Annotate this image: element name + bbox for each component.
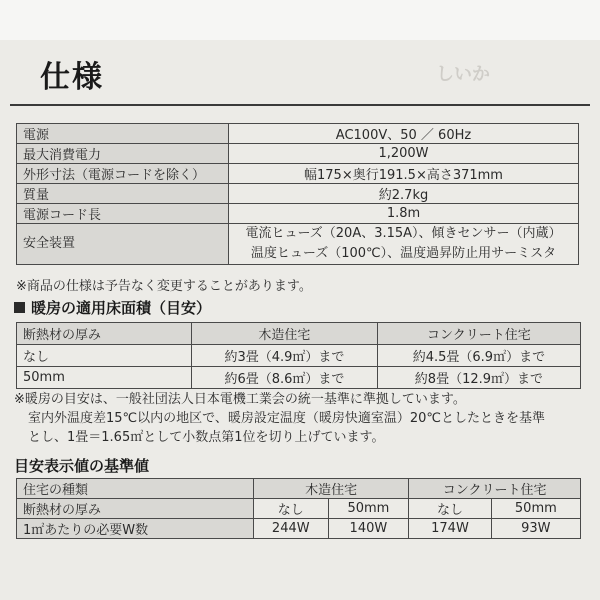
table-header-row [17, 479, 581, 499]
spec-value: 幅175×奥行191.5×高さ371mm [229, 164, 579, 184]
table-cell: なし [409, 499, 491, 519]
spec-value-line: 温度ヒューズ（100℃）、温度過昇防止用サーミスタ [250, 246, 557, 261]
spec-table [16, 123, 579, 265]
area-notes [14, 390, 545, 447]
page-title: 仕様 [40, 60, 104, 95]
table-cell: なし [17, 345, 192, 367]
bleed-through-text: しいか [436, 64, 490, 85]
table-header-row [17, 323, 581, 345]
spec-row [17, 164, 579, 184]
table-cell: 50mm [17, 367, 192, 389]
spec-label: 質量 [17, 184, 229, 204]
title-divider [10, 104, 590, 106]
note-line: 室内外温度差15℃以内の地区で、暖房設定温度（暖房快適室温）20℃としたときを基準 [28, 411, 546, 426]
table-cell: 約6畳（8.6㎡）まで [192, 367, 378, 389]
table-cell: 140W [328, 519, 409, 539]
table-cell: 50mm [491, 499, 580, 519]
table-row [17, 345, 581, 367]
header-cell: 住宅の種類 [17, 479, 254, 499]
spec-row [17, 224, 579, 265]
table-row [17, 519, 581, 539]
spec-value: 1.8m [229, 204, 579, 224]
header-cell: コンクリート住宅 [409, 479, 581, 499]
table-cell: 93W [491, 519, 580, 539]
header-cell: 木造住宅 [254, 479, 409, 499]
spec-row [17, 124, 579, 144]
row-label: 1㎡あたりの必要W数 [17, 519, 254, 539]
square-bullet-icon [14, 302, 25, 313]
reference-heading: 目安表示値の基準値 [14, 457, 150, 475]
table-cell: 約8畳（12.9㎡）まで [377, 367, 580, 389]
area-heading-text: 暖房の適用床面積（目安） [31, 299, 212, 317]
header-cell: 木造住宅 [192, 323, 378, 345]
header-cell: 断熱材の厚み [17, 323, 192, 345]
spec-value [229, 224, 579, 265]
spec-label: 最大消費電力 [17, 144, 229, 164]
spec-value: 1,200W [229, 144, 579, 164]
spec-label: 電源 [17, 124, 229, 144]
area-table [16, 322, 581, 389]
reference-table [16, 478, 581, 539]
row-label: 断熱材の厚み [17, 499, 254, 519]
table-cell: 174W [409, 519, 491, 539]
spec-label: 電源コード長 [17, 204, 229, 224]
table-cell: 約3畳（4.9㎡）まで [192, 345, 378, 367]
table-cell: 50mm [328, 499, 409, 519]
spec-label: 外形寸法（電源コードを除く） [17, 164, 229, 184]
table-cell: なし [254, 499, 329, 519]
spec-value-line: 電流ヒューズ（20A、3.15A）、傾きセンサー（内蔵） [245, 226, 562, 241]
spec-row [17, 204, 579, 224]
table-cell: 244W [254, 519, 329, 539]
area-heading [14, 297, 211, 318]
spec-label: 安全装置 [17, 224, 229, 265]
table-cell: 約4.5畳（6.9㎡）まで [377, 345, 580, 367]
spec-row [17, 144, 579, 164]
table-row [17, 367, 581, 389]
table-row [17, 499, 581, 519]
note-line: とし、1畳＝1.65㎡として小数点第1位を切り上げています。 [28, 430, 385, 445]
spec-value: AC100V、50 ／ 60Hz [229, 124, 579, 144]
spec-note: ※商品の仕様は予告なく変更することがあります。 [16, 279, 312, 294]
spec-row [17, 184, 579, 204]
spec-value: 約2.7kg [229, 184, 579, 204]
top-band [0, 0, 600, 40]
note-line: ※暖房の目安は、一般社団法人日本電機工業会の統一基準に準拠しています。 [14, 392, 466, 407]
header-cell: コンクリート住宅 [377, 323, 580, 345]
